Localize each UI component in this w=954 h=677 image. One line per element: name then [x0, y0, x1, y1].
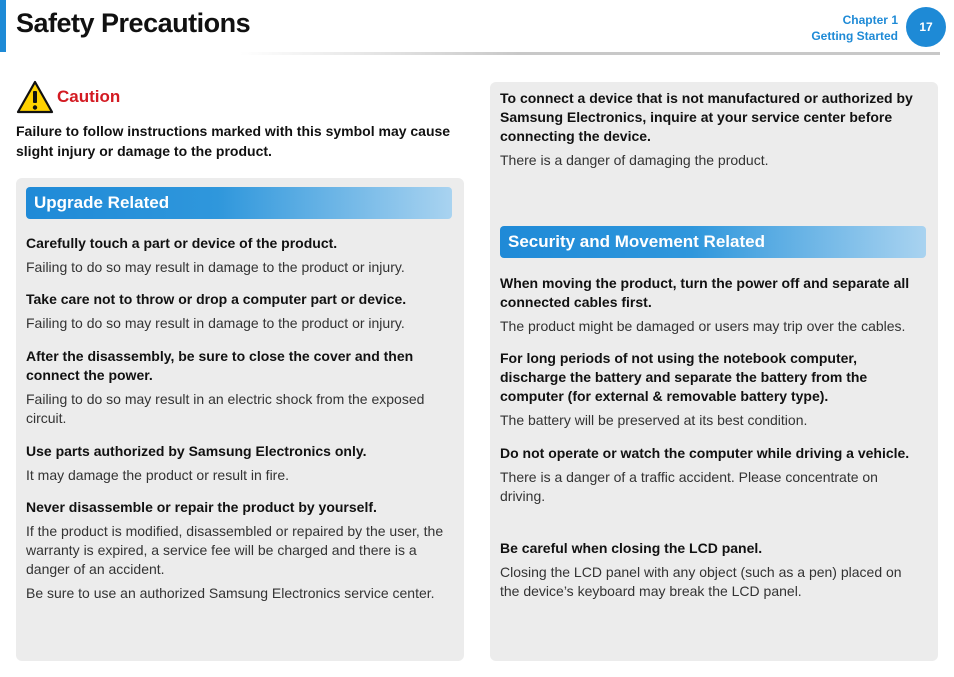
connect-security-panel: [490, 82, 938, 661]
caution-text: Failure to follow instructions marked with this symbol may cause slight injury or damage to the product.: [16, 123, 451, 159]
list-item: [500, 274, 922, 336]
caution-label: Caution: [57, 87, 121, 106]
item-heading: Do not operate or watch the computer while driving a vehicle.: [500, 445, 910, 461]
item-heading: After the disassembly, be sure to close the cover and then connect the power.: [26, 348, 414, 383]
list-item: [26, 234, 448, 277]
upgrade-panel: [16, 178, 464, 661]
list-item: [26, 290, 448, 333]
item-heading: Take care not to throw or drop a computer part or device.: [26, 291, 407, 307]
chapter-label: Chapter 1: [842, 13, 898, 27]
list-item: [26, 442, 448, 485]
list-item: [500, 444, 922, 506]
item-heading: When moving the product, turn the power off and separate all connected cables first.: [500, 275, 910, 310]
header-accent-bar: [0, 0, 6, 52]
list-item: [26, 498, 448, 603]
item-heading: To connect a device that is not manufactured or authorized by Samsung Electronics, inquire at your service center before connecting the device.: [500, 90, 913, 144]
item-heading: Never disassemble or repair the product by yourself.: [26, 499, 377, 515]
security-section-title: Security and Movement Related: [500, 226, 926, 258]
page-title: Safety Precautions: [16, 8, 251, 38]
warning-triangle-icon: [16, 80, 54, 114]
item-text: There is a danger of a traffic accident. Please concentrate on driving.: [500, 469, 878, 504]
chapter-info: [811, 12, 898, 44]
item-heading: Carefully touch a part or device of the product.: [26, 235, 338, 251]
item-text: The battery will be preserved at its best condition.: [500, 412, 808, 428]
connect-item: [500, 89, 922, 170]
item-text: It may damage the product or result in fire.: [26, 467, 290, 483]
list-item: [500, 349, 922, 430]
section-label: Getting Started: [811, 29, 898, 43]
item-text: Failing to do so may result in damage to the product or injury.: [26, 315, 405, 331]
item-heading: Be careful when closing the LCD panel.: [500, 540, 763, 556]
header-divider: [240, 52, 940, 55]
item-heading: For long periods of not using the notebook computer, discharge the battery and separate the battery from the computer (for external & removable battery type).: [500, 350, 868, 404]
item-text: Failing to do so may result in an electric shock from the exposed circuit.: [26, 391, 425, 426]
page-number-badge: 17: [906, 7, 946, 47]
item-text: There is a danger of damaging the product.: [500, 152, 769, 168]
item-text-secondary: Be sure to use an authorized Samsung Electronics service center.: [26, 585, 435, 601]
item-text: If the product is modified, disassembled or repaired by the user, the warranty is expired, a service fee will be charged and there is a danger of an accident.: [26, 523, 444, 577]
item-heading: Use parts authorized by Samsung Electronics only.: [26, 443, 367, 459]
list-item: [26, 347, 448, 428]
item-text: The product might be damaged or users may trip over the cables.: [500, 318, 906, 334]
upgrade-section-title: Upgrade Related: [26, 187, 452, 219]
page-header: [0, 0, 954, 52]
list-item: [500, 539, 922, 601]
item-text: Failing to do so may result in damage to the product or injury.: [26, 259, 405, 275]
item-text: Closing the LCD panel with any object (such as a pen) placed on the device’s keyboard may break the LCD panel.: [500, 564, 902, 599]
